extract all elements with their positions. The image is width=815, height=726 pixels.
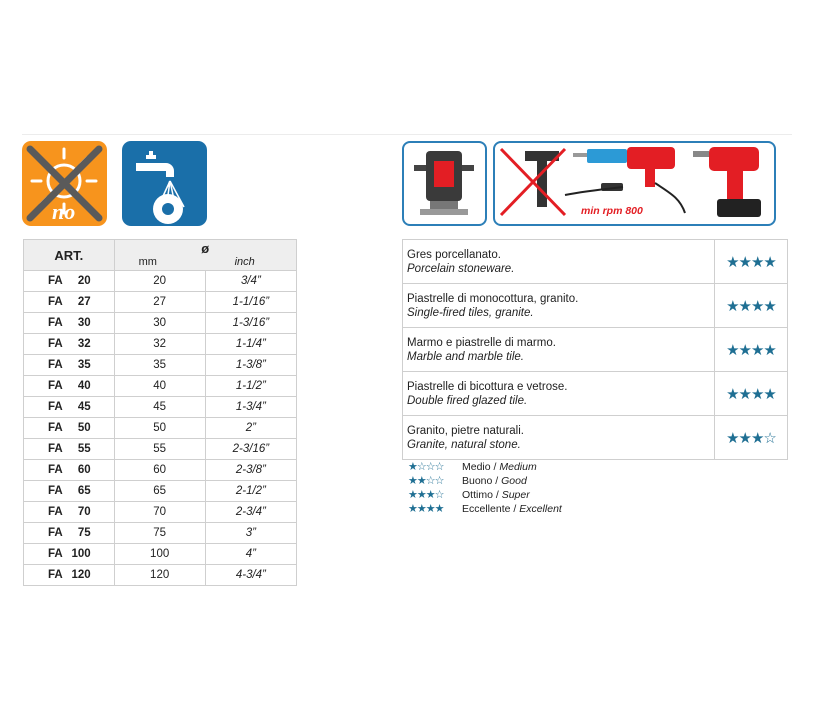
header-art: ART. bbox=[24, 240, 115, 271]
rating-stars: ★★★★ bbox=[715, 372, 788, 416]
header-inch: inch bbox=[234, 256, 255, 268]
drill-tools-panel bbox=[493, 141, 776, 226]
material-row bbox=[403, 240, 788, 284]
rating-stars: ★★★★ bbox=[715, 328, 788, 372]
table-row: FA 50 50 2” bbox=[24, 418, 297, 439]
rating-stars: ★★★★ bbox=[715, 284, 788, 328]
material-it: Marmo e piastrelle di marmo. bbox=[407, 336, 556, 349]
table-row: FA 32 32 1-1/4” bbox=[24, 334, 297, 355]
material-en: Marble and marble tile. bbox=[407, 350, 524, 363]
svg-text:no: no bbox=[52, 199, 76, 224]
material-row bbox=[403, 284, 788, 328]
legend-item: ★★★★ Eccellente / Excellent bbox=[408, 503, 562, 515]
cordless-drill-icon bbox=[693, 147, 761, 217]
water-cooling-icon bbox=[122, 141, 207, 226]
table-row: FA 45 45 1-3/4” bbox=[24, 397, 297, 418]
material-en: Porcelain stoneware. bbox=[407, 262, 515, 275]
no-sun-icon bbox=[22, 141, 107, 226]
table-row: FA 60 60 2-3/8” bbox=[24, 460, 297, 481]
core-drill-icon bbox=[565, 147, 685, 213]
legend-stars: ★☆☆☆ bbox=[408, 461, 444, 473]
header-diameter bbox=[114, 240, 296, 271]
table-row: FA 55 55 2-3/16” bbox=[24, 439, 297, 460]
legend-stars: ★★★★ bbox=[408, 503, 444, 515]
table-row: FA 30 30 1-3/16” bbox=[24, 313, 297, 334]
legend-stars: ★★☆☆ bbox=[408, 475, 444, 487]
hammer-drill-crossed-icon bbox=[501, 149, 565, 215]
material-it: Piastrelle di bicottura e vetrose. bbox=[407, 380, 568, 393]
material-en: Granite, natural stone. bbox=[407, 438, 521, 451]
table-row: FA 65 65 2-1/2” bbox=[24, 481, 297, 502]
header-mm: mm bbox=[138, 256, 157, 268]
size-table bbox=[23, 239, 297, 586]
router-tool-icon bbox=[402, 141, 487, 226]
table-row: FA 120 120 4-3/4” bbox=[24, 565, 297, 586]
legend-stars: ★★★☆ bbox=[408, 489, 444, 501]
legend-item: ★☆☆☆ Medio / Medium bbox=[408, 461, 537, 473]
diameter-symbol: ø bbox=[201, 241, 210, 256]
table-row: FA 20 20 3/4” bbox=[24, 271, 297, 292]
legend-item: ★★★☆ Ottimo / Super bbox=[408, 489, 530, 501]
material-row bbox=[403, 372, 788, 416]
table-row: FA 27 27 1-1/16” bbox=[24, 292, 297, 313]
material-row bbox=[403, 416, 788, 460]
top-divider bbox=[22, 134, 792, 135]
table-row: FA 75 75 3” bbox=[24, 523, 297, 544]
legend-item: ★★☆☆ Buono / Good bbox=[408, 475, 527, 487]
material-en: Double fired glazed tile. bbox=[407, 394, 528, 407]
material-row bbox=[403, 328, 788, 372]
material-it: Granito, pietre naturali. bbox=[407, 424, 524, 437]
rating-stars: ★★★★ bbox=[715, 240, 788, 284]
table-row: FA 70 70 2-3/4” bbox=[24, 502, 297, 523]
material-it: Gres porcellanato. bbox=[407, 248, 501, 261]
table-row: FA 35 35 1-3/8” bbox=[24, 355, 297, 376]
rating-stars: ★★★☆ bbox=[715, 416, 788, 460]
material-it: Piastrelle di monocottura, granito. bbox=[407, 292, 579, 305]
table-row: FA 40 40 1-1/2” bbox=[24, 376, 297, 397]
rating-legend bbox=[408, 460, 562, 516]
material-table bbox=[402, 239, 788, 460]
size-table-header bbox=[24, 240, 297, 271]
material-en: Single-fired tiles, granite. bbox=[407, 306, 534, 319]
min-rpm-label: min rpm 800 bbox=[581, 205, 643, 217]
table-row: FA 100 100 4” bbox=[24, 544, 297, 565]
